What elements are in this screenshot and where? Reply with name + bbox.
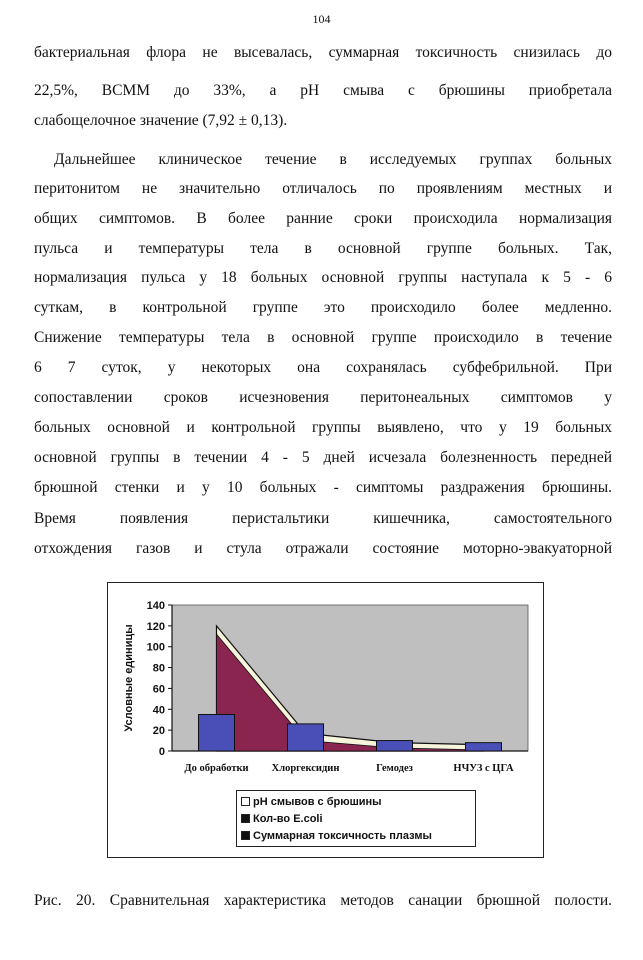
text-line: больных основной и контрольной группы выявлено, что у 19 больных: [34, 419, 612, 436]
legend-swatch-ecoli: [241, 814, 250, 823]
x-category-label: До обработки: [184, 763, 249, 774]
text-line: 22,5%, ВСММ до 33%, а рН смыва с брюшины приобретала: [34, 82, 612, 99]
legend-swatch-toxicity: [241, 831, 250, 840]
legend-item-ecoli: [241, 810, 471, 827]
text-line: Дальнейшее клиническое течение в исследуемых группах больных: [54, 151, 612, 168]
y-tick-label: 0: [158, 746, 165, 758]
text-line: пульса и температуры тела в основной группе больных. Так,: [34, 240, 612, 257]
text-line: брюшной стенки и у 10 больных - симптомы раздражения брюшины.: [34, 479, 612, 496]
y-tick-label: 60: [152, 683, 165, 696]
text-line: нормализация пульса у 18 больных основной группы наступала к 5 - 6: [34, 269, 612, 286]
figure-chart: [107, 582, 544, 858]
text-line: суткам, в контрольной группе это происходило более медленно.: [34, 299, 612, 316]
text-line: слабощелочное значение (7,92 ± 0,13).: [34, 112, 288, 129]
text-line: сопоставлении сроков исчезновения перитонеальных симптомов у: [34, 389, 612, 406]
bar-toxicity: [466, 743, 502, 751]
text-line: бактериальная флора не высевалась, суммарная токсичность снизилась до: [34, 44, 612, 61]
y-tick-label: 100: [146, 641, 165, 654]
text-line: основной группы в течении 4 - 5 дней исчезала болезненность передней: [34, 449, 612, 466]
y-tick-label: 140: [146, 600, 165, 612]
y-axis-label: Условные единицы: [123, 624, 135, 732]
y-tick-label: 40: [152, 704, 165, 717]
legend-item-toxicity: [241, 827, 471, 844]
legend-label-ecoli: Кол-во E.coli: [253, 812, 323, 825]
text-line: Снижение температуры тела в основной группе происходило в течение: [34, 329, 612, 346]
figure-caption: Рис. 20. Сравнительная характеристика методов санации брюшной полости.: [34, 892, 612, 909]
page-number: 104: [312, 12, 331, 26]
legend-label-ph: рН смывов с брюшины: [253, 795, 382, 808]
text-line: 6 7 суток, у некоторых она сохранялась субфебрильной. При: [34, 359, 612, 376]
text-line: общих симптомов. В более ранние сроки происходила нормализация: [34, 210, 612, 227]
y-tick-label: 80: [152, 662, 165, 675]
bar-toxicity: [288, 724, 324, 751]
text-line: отхождения газов и стула отражали состояние моторно-эвакуаторной: [34, 540, 612, 557]
x-category-label: НЧУЗ с ЦГА: [453, 763, 514, 774]
legend-swatch-ph: [241, 797, 250, 806]
legend-label-toxicity: Суммарная токсичность плазмы: [253, 829, 432, 842]
x-category-label: Хлоргексидин: [271, 763, 340, 774]
legend-item-ph: [241, 793, 471, 810]
y-tick-label: 20: [152, 725, 165, 738]
text-line: перитонитом не значительно отличалось по проявлениям местных и: [34, 180, 612, 197]
bar-toxicity: [377, 741, 413, 751]
text-line: Время появления перистальтики кишечника, самостоятельного: [34, 510, 612, 527]
x-category-label: Гемодез: [376, 763, 413, 774]
chart-legend: [236, 790, 476, 847]
y-tick-label: 120: [146, 620, 165, 633]
bar-toxicity: [199, 715, 235, 752]
